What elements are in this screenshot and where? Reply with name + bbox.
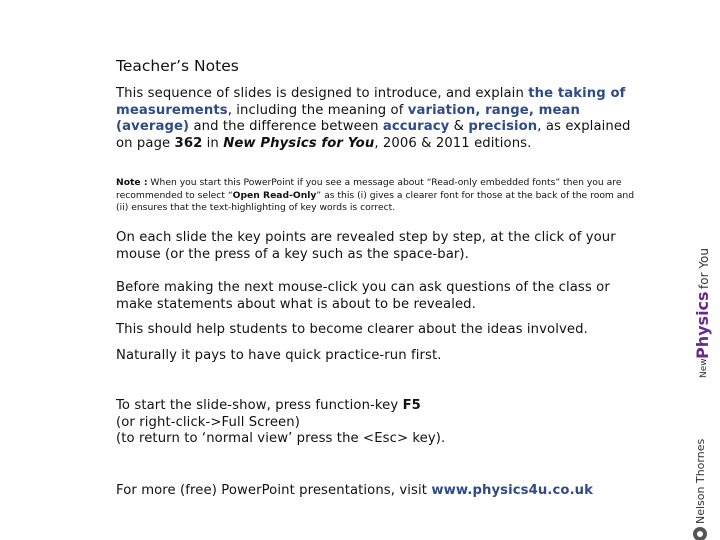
note-text-1: When you start this PowerPoint if you see a message about “Read-only embedded fonts” then you are recommended to select “ <box>116 177 622 201</box>
intro-text-6: in <box>202 135 224 151</box>
function-key: F5 <box>402 398 421 413</box>
open-read-only-option: Open Read-Only <box>232 189 317 201</box>
page-number: 362 <box>174 135 203 151</box>
book-title: New Physics for You <box>223 135 375 151</box>
note-text-2: ” as this (i) gives a clearer font for those at the back of the room and (ii) ensures that the text-highlighting of key words is correct. <box>116 189 635 214</box>
logo-new-text: New <box>699 358 709 378</box>
intro-text-4: & <box>449 119 469 135</box>
intro-paragraph <box>116 86 646 152</box>
publisher-name: Nelson Thornes <box>694 438 707 524</box>
instruction-line-2: (or right-click->Full Screen) <box>116 414 300 430</box>
intro-text-3: and the difference between <box>189 119 383 135</box>
paragraph-questions: Before making the next mouse-click you can ask questions of the class or make statements about what is about to be revealed. <box>116 280 610 312</box>
nelson-thornes-emblem-inner-icon <box>697 531 703 537</box>
intro-text-2: , including the meaning of <box>227 102 408 118</box>
more-presentations <box>116 483 646 500</box>
page-title: Teacher’s Notes <box>116 57 239 75</box>
instruction-line-3: (to return to ‘normal view’ press the <Esc> key). <box>116 431 446 447</box>
nelson-thornes-logo <box>682 425 718 540</box>
keyword-accuracy: accuracy <box>382 119 450 135</box>
website-link[interactable]: www.physics4u.co.uk <box>431 483 594 498</box>
paragraph-step-by-step: On each slide the key points are revealed step by step, at the click of your mouse (or the press of a key such as the space-bar). <box>116 230 616 262</box>
keyword-variation-range-mean: variation, range, mean (average) <box>116 102 581 135</box>
logo-for-you-text: for You <box>697 248 711 289</box>
paragraph-clearer: This should help students to become clearer about the ideas involved. <box>116 322 588 337</box>
note-paragraph <box>116 177 636 215</box>
more-text: For more (free) PowerPoint presentations, visit <box>116 483 432 498</box>
slideshow-instructions <box>116 398 646 448</box>
paragraph-practice: Naturally it pays to have quick practice-run first. <box>116 348 442 363</box>
keyword-precision: precision <box>468 119 538 135</box>
logo-physics-text: Physics <box>693 291 712 359</box>
intro-text-7: , 2006 & 2011 editions. <box>374 135 532 151</box>
intro-text-5: , as explained on page <box>116 119 631 151</box>
instruction-text: To start the slide-show, press function-key <box>116 398 403 413</box>
instruction-line-1 <box>116 398 646 415</box>
new-physics-for-you-logo <box>682 245 718 385</box>
keyword-taking-measurements: the taking of measurements <box>116 86 626 118</box>
intro-text-1: This sequence of slides is designed to introduce, and explain <box>116 86 529 101</box>
note-label: Note : <box>116 177 148 188</box>
